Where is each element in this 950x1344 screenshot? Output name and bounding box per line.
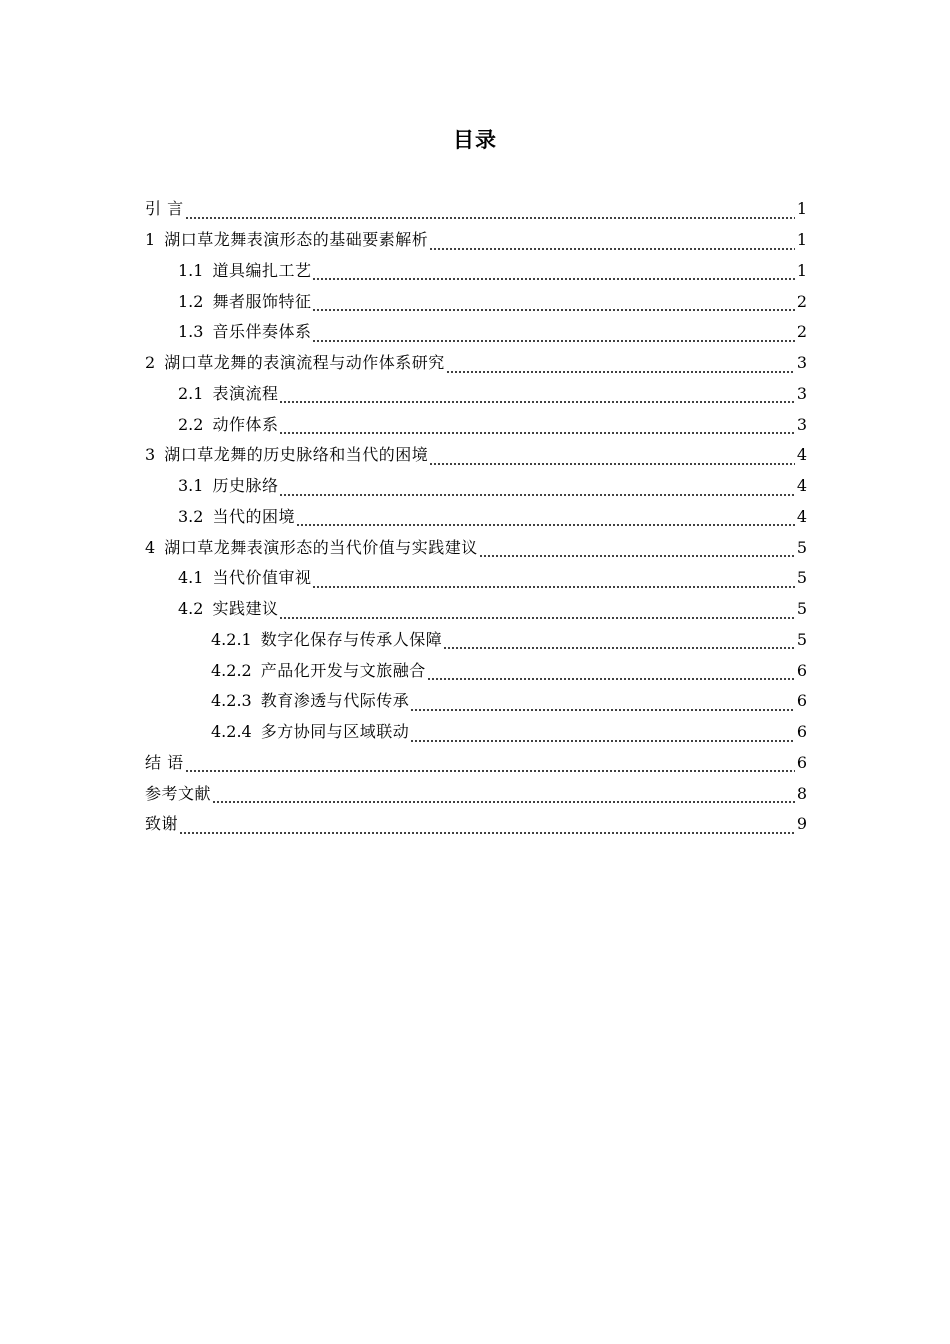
toc-entry[interactable] — [145, 286, 807, 317]
toc-entry-title: 音乐伴奏体系 — [212, 322, 312, 342]
toc-entry-number: 3.1 — [178, 476, 204, 496]
toc-entry-page-number: 3 — [796, 414, 807, 434]
toc-entry[interactable] — [145, 502, 807, 533]
toc-entry-title: 道具编扎工艺 — [212, 260, 312, 280]
toc-entry-page-number: 6 — [796, 660, 807, 680]
toc-entry-number: 2.1 — [178, 383, 204, 403]
toc-entry-number: 3.2 — [178, 506, 204, 526]
toc-entry-page-number: 9 — [796, 814, 807, 834]
toc-entry-page-number: 1 — [796, 260, 807, 280]
dot-leader — [429, 463, 795, 465]
toc-title: 目录 — [453, 128, 497, 152]
toc-entry[interactable] — [145, 471, 807, 502]
toc-entry[interactable] — [145, 348, 807, 379]
toc-entry[interactable] — [145, 225, 807, 256]
toc-entry-title: 结 语 — [145, 752, 184, 772]
toc-entry-page-number: 8 — [796, 783, 807, 803]
toc-entry-title: 实践建议 — [212, 599, 279, 619]
dot-leader — [185, 217, 795, 219]
toc-entry[interactable] — [145, 778, 807, 809]
toc-entry-page-number: 5 — [796, 537, 807, 557]
toc-entry-number: 4.2 — [178, 599, 204, 619]
toc-entry-title: 湖口草龙舞表演形态的当代价值与实践建议 — [164, 537, 478, 557]
dot-leader — [212, 801, 795, 803]
toc-entry-number: 1.2 — [178, 291, 204, 311]
toc-entry-page-number: 1 — [796, 199, 807, 219]
toc-entry[interactable] — [145, 532, 807, 563]
toc-entry-page-number: 1 — [796, 230, 807, 250]
toc-entry-number: 1.3 — [178, 322, 204, 342]
toc-entry-number: 4 — [145, 537, 156, 557]
toc-entry-title: 引 言 — [145, 199, 184, 219]
toc-entry[interactable] — [145, 655, 807, 686]
toc-entry-number: 4.1 — [178, 568, 204, 588]
toc-entry-number: 1 — [145, 230, 156, 250]
toc-entry[interactable] — [145, 625, 807, 656]
toc-entry-number: 2.2 — [178, 414, 204, 434]
dot-leader — [279, 432, 794, 434]
toc-entry-page-number: 5 — [796, 629, 807, 649]
toc-list — [145, 194, 807, 840]
toc-entry-number: 1.1 — [178, 260, 204, 280]
toc-entry-title: 湖口草龙舞表演形态的基础要素解析 — [164, 230, 429, 250]
toc-entry-number: 4.2.2 — [211, 660, 252, 680]
dot-leader — [279, 617, 794, 619]
toc-entry-page-number: 6 — [796, 691, 807, 711]
toc-entry-title: 当代价值审视 — [212, 568, 312, 588]
toc-entry-page-number: 3 — [796, 383, 807, 403]
toc-entry-page-number: 6 — [796, 722, 807, 742]
dot-leader — [427, 678, 795, 680]
toc-entry-page-number: 2 — [796, 322, 807, 342]
dot-leader — [312, 340, 794, 342]
toc-entry-page-number: 4 — [796, 506, 807, 526]
dot-leader — [279, 494, 794, 496]
dot-leader — [410, 740, 795, 742]
toc-entry-title: 多方协同与区域联动 — [260, 722, 410, 742]
toc-entry-title: 湖口草龙舞的历史脉络和当代的困境 — [164, 445, 429, 465]
dot-leader — [479, 555, 795, 557]
dot-leader — [312, 309, 794, 311]
toc-entry[interactable] — [145, 194, 807, 225]
toc-entry-title: 致谢 — [145, 814, 179, 834]
toc-entry[interactable] — [145, 317, 807, 348]
toc-entry[interactable] — [145, 409, 807, 440]
toc-entry-number: 4.2.3 — [211, 691, 252, 711]
dot-leader — [279, 401, 794, 403]
toc-entry-page-number: 5 — [796, 599, 807, 619]
toc-entry[interactable] — [145, 809, 807, 840]
toc-entry-number: 2 — [145, 353, 156, 373]
dot-leader — [296, 524, 795, 526]
toc-entry[interactable] — [145, 748, 807, 779]
toc-entry[interactable] — [145, 256, 807, 287]
dot-leader — [410, 709, 795, 711]
toc-entry[interactable] — [145, 594, 807, 625]
toc-entry-title: 湖口草龙舞的表演流程与动作体系研究 — [164, 353, 445, 373]
toc-entry-title: 教育渗透与代际传承 — [260, 691, 410, 711]
toc-entry[interactable] — [145, 379, 807, 410]
dot-leader — [443, 647, 795, 649]
toc-entry-page-number: 2 — [796, 291, 807, 311]
toc-entry-title: 舞者服饰特征 — [212, 291, 312, 311]
toc-entry-page-number: 4 — [796, 476, 807, 496]
toc-entry[interactable] — [145, 440, 807, 471]
dot-leader — [185, 770, 795, 772]
toc-entry[interactable] — [145, 717, 807, 748]
toc-entry-page-number: 4 — [796, 445, 807, 465]
toc-entry-title: 当代的困境 — [212, 506, 295, 526]
toc-entry-number: 3 — [145, 445, 156, 465]
dot-leader — [312, 278, 794, 280]
toc-entry-page-number: 6 — [796, 752, 807, 772]
toc-entry[interactable] — [145, 686, 807, 717]
toc-entry-title: 产品化开发与文旅融合 — [260, 660, 426, 680]
toc-entry-title: 表演流程 — [212, 383, 279, 403]
toc-entry-page-number: 3 — [796, 353, 807, 373]
dot-leader — [312, 586, 794, 588]
dot-leader — [446, 371, 795, 373]
toc-entry-title: 动作体系 — [212, 414, 279, 434]
toc-entry-number: 4.2.4 — [211, 722, 252, 742]
toc-entry-number: 4.2.1 — [211, 629, 252, 649]
toc-entry-title: 数字化保存与传承人保障 — [260, 629, 443, 649]
toc-entry-page-number: 5 — [796, 568, 807, 588]
dot-leader — [429, 248, 795, 250]
toc-entry-title: 历史脉络 — [212, 476, 279, 496]
toc-entry[interactable] — [145, 563, 807, 594]
dot-leader — [179, 832, 795, 834]
toc-entry-title: 参考文献 — [145, 783, 212, 803]
